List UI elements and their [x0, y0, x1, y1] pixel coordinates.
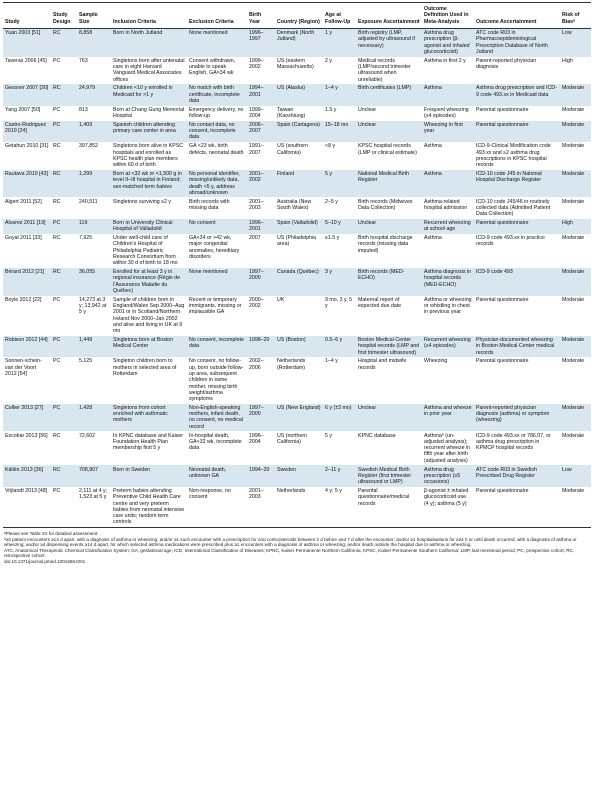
table-cell: PC [51, 57, 77, 85]
table-cell: 1,428 [77, 404, 111, 432]
table-cell: No match with birth certificate, incomplete data [187, 84, 247, 105]
table-footnotes [3, 531, 591, 565]
table-row [3, 465, 591, 486]
table-cell: ATC code R03 in Pharmacoepidemiological Prescription Database of North Jutland [474, 28, 560, 56]
table-row [3, 106, 591, 121]
column-header: Age at Follow-Up [323, 3, 356, 29]
table-cell: RC [51, 28, 77, 56]
table-cell: 1996–2001 [247, 219, 275, 234]
table-cell: Asthma and wheeze in prior year [422, 404, 474, 432]
table-cell: Moderate [560, 336, 591, 357]
table-cell: Asthma [422, 234, 474, 268]
table-cell: Asthma [422, 142, 474, 170]
table-cell: 1.5 y [323, 106, 356, 121]
table-cell: Finland [275, 170, 323, 198]
table-cell: None mentioned [187, 268, 247, 296]
table-row [3, 121, 591, 142]
table-row [3, 336, 591, 357]
table-cell: RC [51, 170, 77, 198]
table-cell: Emergency delivery, no follow-up [187, 106, 247, 121]
table-cell: Parental questionnaire/medical records [356, 487, 422, 528]
table-cell: Born in Sweden [111, 465, 187, 486]
table-cell: US (Alaska) [275, 84, 323, 105]
table-cell: Moderate [560, 197, 591, 218]
table-cell: PC [51, 296, 77, 336]
table-cell: Collier 2013 [27] [3, 404, 51, 432]
table-cell: Birth records with missing data [187, 197, 247, 218]
table-cell: 119 [77, 219, 111, 234]
table-cell: Recurrent wheezing at school age [422, 219, 474, 234]
table-cell: RC [51, 84, 77, 105]
table-cell: Parent-reported physician diagnosis [474, 57, 560, 85]
table-cell: US (eastern Massachusetts) [275, 57, 323, 85]
table-cell: PC [51, 357, 77, 404]
table-cell: ICD-9 code 493.xx in practice records [474, 234, 560, 268]
table-row [3, 357, 591, 404]
table-cell: Asthma drug prescription and ICD-9 code 493.xx in Medicaid data [474, 84, 560, 105]
table-cell: Sample of children born in England/Wales Sep 2000–Aug 2001 or in Scotland/Northern Ireland Nov 2000–Jan 2002 and alive and living in UK at 9 mo [111, 296, 187, 336]
table-cell: PC [51, 219, 77, 234]
table-cell: Unclear [356, 404, 422, 432]
table-row [3, 57, 591, 85]
table-cell: 7,925 [77, 234, 111, 268]
column-header: Outcome Ascertainment [474, 3, 560, 29]
table-cell: Under well-child care of Children’s Hospital of Philadelphia Pediatric Research Consortium from within 30 d of birth to 18 mo [111, 234, 187, 268]
table-cell: RC [51, 197, 77, 218]
table-cell: Born in University Clinical Hospital of Valladolid [111, 219, 187, 234]
table-cell: Bérard 2012 [21] [3, 268, 51, 296]
table-cell: Enrolled for at least 3 y in regional insurance (Régie de l’Assurance Maladie du Québec) [111, 268, 187, 296]
studies-table [3, 2, 591, 528]
table-cell: Hospital and midwife records [356, 357, 422, 404]
table-cell: 1994–20 [247, 465, 275, 486]
table-cell: 2000–2002 [247, 296, 275, 336]
table-cell: Parental questionnaire [474, 121, 560, 142]
table-cell: ICD-9 code 493.xx or 786.07, or asthma drug prescription in KPMCP hospital records [474, 431, 560, 465]
table-cell: 1996–2004 [247, 431, 275, 465]
table-cell: RC [51, 431, 77, 465]
footnote-b: ᵇ≥3 patient encounters ≥14 d apart, with a diagnosis of asthma or wheezing; and/or ≥1 such encounter with a prescription for oral corticosteroids between 2 d before and 7 d after the encounter; and/or ≥1 hospitalisations for ≥24 h or until death occurred, with a diagnosis of asthma or wheezing; and/or ≥4 dispensing events ≥14 d apart, for which selected asthma medications were prescribed plus ≥1 encounters with a diagnosis of asthma or wheezing; and/or death outside the hospital due to asthma or wheezing. [4, 536, 577, 548]
table-cell: 2–11 y [323, 465, 356, 486]
table-cell: Asthma drug prescription (≥5 occasions) [422, 465, 474, 486]
table-cell: Sonnen-schein-van der Voort 2012 [54] [3, 357, 51, 404]
table-row [3, 268, 591, 296]
table-cell: Algert 2011 [52] [3, 197, 51, 218]
table-cell: RC [51, 268, 77, 296]
table-cell: National Medical Birth Register [356, 170, 422, 198]
table-cell: Moderate [560, 487, 591, 528]
table-cell: Neonatal death, unknown GA [187, 465, 247, 486]
table-cell: In KPNC database and Kaiser Foundation Health Plan membership first 5 y [111, 431, 187, 465]
column-header: Exclusion Criteria [187, 3, 247, 29]
table-cell: 2001–2003 [247, 487, 275, 528]
table-cell: Canada (Québec) [275, 268, 323, 296]
table-cell: 24,979 [77, 84, 111, 105]
table-cell: Yang 2007 [50] [3, 106, 51, 121]
table-cell: 2001–2002 [247, 170, 275, 198]
table-cell: 1994–2001 [247, 84, 275, 105]
table-cell: PC [51, 404, 77, 432]
table-cell: Sweden [275, 465, 323, 486]
table-row [3, 487, 591, 528]
table-cell: Birth records (MED-ECHO) [356, 268, 422, 296]
table-cell: 5 y [323, 431, 356, 465]
table-cell: 1,409 [77, 121, 111, 142]
table-cell: None mentioned [187, 28, 247, 56]
table-cell: PC [51, 121, 77, 142]
table-cell: ≤1.5 y [323, 234, 356, 268]
table-cell: Consent withdrawn, unable to speak English, GA<34 wk [187, 57, 247, 85]
table-cell: Singletons born alive in KPSC hospitals and enrolled as KPSC health plan members within 60 d of birth [111, 142, 187, 170]
table-cell: Moderate [560, 142, 591, 170]
column-header: Study Design [51, 3, 77, 29]
table-cell: 1997–2000 [247, 404, 275, 432]
table-cell: 9 mo, 3 y, 5 y [323, 296, 356, 336]
table-cell: Born at Chang Gung Memorial Hospital [111, 106, 187, 121]
header-row [3, 3, 591, 29]
table-cell: ICD-10 code J45 in National Hospital Discharge Register [474, 170, 560, 198]
table-cell: 708,907 [77, 465, 111, 486]
table-cell: Asthma-related hospital admission [422, 197, 474, 218]
table-cell: ATC code R03 in Swedish Prescribed Drug Register [474, 465, 560, 486]
table-cell: RC [51, 465, 77, 486]
table-cell: Birth hospital discharge records (missing data imputed) [356, 234, 422, 268]
table-cell: Vrijlandt 2013 [48] [3, 487, 51, 528]
table-cell: Källén 2013 [36] [3, 465, 51, 486]
table-cell: β-agonist ± inhaled glucocorticoid use (4 y); asthma (5 y) [422, 487, 474, 528]
table-row [3, 234, 591, 268]
table-cell: 2 y [323, 57, 356, 85]
doi-reference: doi:10.1371/journal.pmed.1001596.t001 [4, 558, 86, 564]
table-cell: Moderate [560, 296, 591, 336]
table-cell: 1,448 [77, 336, 111, 357]
table-row [3, 142, 591, 170]
table-cell: Yuan 2003 [51] [3, 28, 51, 56]
table-cell: Moderate [560, 170, 591, 198]
table-cell: 4 y; 5 y [323, 487, 356, 528]
table-cell: 2001–2003 [247, 197, 275, 218]
footnote-abbreviations: ATC, Anatomical Therapeutic Chemical Classification System; GA, gestational age; ICD, International Classification of Diseases; KPNC, Kaiser Permanente Northern California; KPSC, Kaiser Permanente Southern California; LMP, last menstrual period; PC, prospective cohort; RC, retrospective cohort. [4, 547, 575, 559]
table-cell: Asthma [422, 84, 474, 105]
table-row [3, 431, 591, 465]
column-header: Country (Region) [275, 3, 323, 29]
column-header: Sample Size [77, 3, 111, 29]
table-cell: 5 y [323, 170, 356, 198]
column-header: Risk of Biasᵃ [560, 3, 591, 29]
table-cell: Moderate [560, 404, 591, 432]
table-cell: Moderate [560, 106, 591, 121]
table-cell: Asthma in first 2 y [422, 57, 474, 85]
table-cell: RC [51, 142, 77, 170]
table-cell: Children <10 y enrolled in Medicaid for >1 y [111, 84, 187, 105]
table-cell: ICD-10 code J45/46 in routinely collected data (Admitted Patient Data Collection) [474, 197, 560, 218]
table-cell: US (Philadelphia area) [275, 234, 323, 268]
table-cell: Rautava 2010 [43] [3, 170, 51, 198]
table-cell: No personal identifier, missing/unlikely data, death <5 y, address abroad/unknown [187, 170, 247, 198]
table-cell: Parent-reported physician diagnosis (asthma) or symptom (wheezing) [474, 404, 560, 432]
table-cell: Getahun 2010 [31] [3, 142, 51, 170]
table-cell: Moderate [560, 84, 591, 105]
table-cell: No consent, no follow-up, born outside follow-up area, subsequent children in same mother, missing birth weight/asthma symptoms [187, 357, 247, 404]
table-cell: 397,852 [77, 142, 111, 170]
table-cell: 0.5–6 y [323, 336, 356, 357]
table-cell: Birth records (Midwives Data Collection) [356, 197, 422, 218]
table-cell: Singletons surviving ≥2 y [111, 197, 187, 218]
table-cell: 240,511 [77, 197, 111, 218]
table-cell: Singleton children born to mothers in selected area of Rotterdam [111, 357, 187, 404]
column-header: Birth Year [247, 3, 275, 29]
table-cell: Asthmaᵇ (un-adjusted analysis); recurrent wheeze in fifth year after birth (adjusted analysis) [422, 431, 474, 465]
table-cell: Parental questionnaire [474, 106, 560, 121]
table-cell: 15–18 mo [323, 121, 356, 142]
table-cell: 5–10 y [323, 219, 356, 234]
table-cell: Moderate [560, 234, 591, 268]
table-cell: Netherlands [275, 487, 323, 528]
table-cell: Taiwan (Kaoshiung) [275, 106, 323, 121]
table-cell: US (northern California) [275, 431, 323, 465]
column-header: Outcome Definition Used in Meta-Analysis [422, 3, 474, 29]
table-cell: Asthma diagnosis in hospital records (MED-ECHO) [422, 268, 474, 296]
table-cell: Spain (Cartagena) [275, 121, 323, 142]
table-cell: No contact data, no consent, incomplete data [187, 121, 247, 142]
table-cell: Escobar 2013 [56] [3, 431, 51, 465]
table-cell: 1–4 y [323, 357, 356, 404]
table-cell: Physician-documented wheezing in Boston Medical Center medical records [474, 336, 560, 357]
table-cell: Netherlands (Rotterdam) [275, 357, 323, 404]
table-cell: 1 y [323, 28, 356, 56]
table-row [3, 28, 591, 56]
table-cell: Medical records (LMP/second trimester ultrasound when unreliable) [356, 57, 422, 85]
table-cell: Born in North Jutland [111, 28, 187, 56]
table-cell: GA <23 wk, birth defects, neonatal death [187, 142, 247, 170]
table-cell: Goyal 2011 [33] [3, 234, 51, 268]
table-cell: Wheezing in first year [422, 121, 474, 142]
table-cell: US (Boston) [275, 336, 323, 357]
table-cell: Boston Medical Center hospital records (LMP and first trimester ultrasound) [356, 336, 422, 357]
table-cell: KPNC database [356, 431, 422, 465]
table-cell: 2006–2007 [247, 121, 275, 142]
table-cell: Spain (Valladolid) [275, 219, 323, 234]
table-row [3, 296, 591, 336]
table-cell: ICD-9 code 493 [474, 268, 560, 296]
table-cell: No consent [187, 219, 247, 234]
footnote-a: ᵃPlease see Table S2 for detailed assessment. [4, 530, 99, 536]
table-cell: Alvarez 2011 [19] [3, 219, 51, 234]
table-cell: Spanish children attending primary care center in area [111, 121, 187, 142]
table-cell: PC [51, 487, 77, 528]
table-cell: Asthma drug prescription (β-agonist and inhaled glucocorticoid) [422, 28, 474, 56]
column-header: Study [3, 3, 51, 29]
table-cell: Singletons born at Boston Medical Center [111, 336, 187, 357]
table-cell: 763 [77, 57, 111, 85]
table-cell: Non-response, no consent [187, 487, 247, 528]
table-cell: 2007 [247, 234, 275, 268]
column-header: Exposure Ascertainment [356, 3, 422, 29]
table-cell: RC [51, 234, 77, 268]
table-row [3, 404, 591, 432]
table-cell: 1999–2004 [247, 106, 275, 121]
table-cell: Boyle 2012 [22] [3, 296, 51, 336]
table-cell: Asthma or wheezing or whistling in chest in previous year [422, 296, 474, 336]
table-cell: Recent or temporary immigrants, missing or implausible GA [187, 296, 247, 336]
table-cell: 5,125 [77, 357, 111, 404]
table-cell: Gessner 2007 [30] [3, 84, 51, 105]
table-cell: 14,273 at 3 y; 13,942 at 5 y [77, 296, 111, 336]
table-cell: In-hospital death, GA<32 wk, incomplete data [187, 431, 247, 465]
table-cell: 36,055 [77, 268, 111, 296]
table-cell: 1997–2000 [247, 268, 275, 296]
table-cell: US (New England) [275, 404, 323, 432]
table-cell: Unclear [356, 106, 422, 121]
table-cell: Denmark (North Jutland) [275, 28, 323, 56]
table-cell: Asthma [422, 170, 474, 198]
table-cell: Birth registry (LMP, adjusted by ultrasound if necessary) [356, 28, 422, 56]
table-cell: Parental questionnaire [474, 357, 560, 404]
table-cell: ICD-9-Clinical Modification code 493.xx and ≥2 asthma drug prescriptions in KPSC hospital records [474, 142, 560, 170]
table-cell: Singletons born after antenatal care in eight Harvard Vanguard Medical Associates offices [111, 57, 187, 85]
table-cell: Taveras 2006 [45] [3, 57, 51, 85]
table-cell: 3 y [323, 268, 356, 296]
table-cell: Moderate [560, 268, 591, 296]
table-cell: Maternal report of expected due date [356, 296, 422, 336]
table-cell: 813 [77, 106, 111, 121]
table-cell: Unclear [356, 219, 422, 234]
table-cell: Moderate [560, 431, 591, 465]
table-cell: Castro-Rodriguez 2010 [24] [3, 121, 51, 142]
table-cell: 2,111 at 4 y; 1,523 at 5 y [77, 487, 111, 528]
table-cell: Frequent wheezing (≥4 episodes) [422, 106, 474, 121]
table-cell: Wheezing [422, 357, 474, 404]
table-row [3, 170, 591, 198]
table-cell: Low [560, 28, 591, 56]
table-cell: Moderate [560, 357, 591, 404]
table-cell: KPSC hospital records (LMP or clinical estimate) [356, 142, 422, 170]
table-header [3, 3, 591, 29]
table-cell: GA<34 or >42 wk, major congenital anomalies, hereditary disorders [187, 234, 247, 268]
table-row [3, 84, 591, 105]
table-cell: 2–5 y [323, 197, 356, 218]
table-cell: Low [560, 465, 591, 486]
table-cell: Parental questionnaire [474, 487, 560, 528]
table-cell: 1998–20 [247, 336, 275, 357]
table-cell: Moderate [560, 121, 591, 142]
table-cell: US (southern California) [275, 142, 323, 170]
table-row [3, 219, 591, 234]
table-cell: 6 y (±3 mo) [323, 404, 356, 432]
table-cell: Australia (New South Wales) [275, 197, 323, 218]
table-cell: 1996–1997 [247, 28, 275, 56]
table-cell: Born at <32 wk or <1,500 g in level II–III hospital in Finland; sex-matched term babies [111, 170, 187, 198]
table-cell: 2002–2006 [247, 357, 275, 404]
table-cell: Birth certificates (LMP) [356, 84, 422, 105]
table-cell: Preterm babies attending Preventive Child Health Care centre and very preterm babies from neonatal intensive care units; random term controls [111, 487, 187, 528]
table-cell: High [560, 219, 591, 234]
table-cell: 8,858 [77, 28, 111, 56]
table-cell: PC [51, 106, 77, 121]
table-cell: Parental questionnaire [474, 219, 560, 234]
table-cell: Parental questionnaire [474, 296, 560, 336]
table-cell: Swedish Medical Birth Register (first trimester ultrasound or LMP) [356, 465, 422, 486]
table-cell: Unclear [356, 121, 422, 142]
table-cell: 1,299 [77, 170, 111, 198]
table-cell: No consent, incomplete data [187, 336, 247, 357]
table-cell: 72,602 [77, 431, 111, 465]
table-cell: High [560, 57, 591, 85]
table-cell: Non-English-speaking mothers, infant death, no consent, no medical record [187, 404, 247, 432]
table-cell: Recurrent wheezing (≥4 episodes) [422, 336, 474, 357]
table-cell: 1999–2002 [247, 57, 275, 85]
table-row [3, 197, 591, 218]
table-cell: 1991–2007 [247, 142, 275, 170]
table-body [3, 28, 591, 527]
table-cell: PC [51, 336, 77, 357]
table-cell: Singletons from cohort enriched with asthmatic mothers [111, 404, 187, 432]
table-cell: 1–4 y [323, 84, 356, 105]
table-cell: <8 y [323, 142, 356, 170]
table-cell: UK [275, 296, 323, 336]
column-header: Inclusion Criteria [111, 3, 187, 29]
table-cell: Robison 2012 [44] [3, 336, 51, 357]
